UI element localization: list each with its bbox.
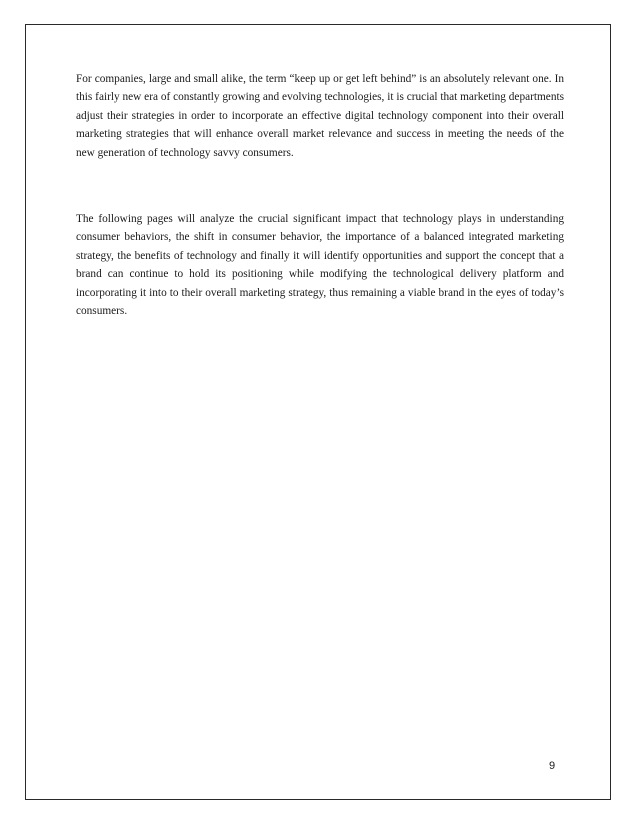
body-paragraph-intro: For companies, large and small alike, the term “keep up or get left behind” is an absolutely relevant one. In this fairly new era of constantly growing and evolving technologies, it is crucial that marketing departments adjust their strategies in order to incorporate an effective digital technology component into their overall marketing strategies that will enhance overall market relevance and success in meeting the needs of the new generation of technology savvy consumers. <box>76 73 564 159</box>
page-number: 9 <box>549 760 556 772</box>
body-paragraph-overview: The following pages will analyze the crucial significant impact that technology plays in understanding consumer behaviors, the shift in consumer behavior, the importance of a balanced integrated marketing strategy, the benefits of technology and finally it will identify opportunities and support the concept that a brand can continue to hold its positioning while modifying the technological delivery platform and incorporating it into to their overall marketing strategy, thus remaining a viable brand in the eyes of today’s consumers. <box>76 213 564 318</box>
